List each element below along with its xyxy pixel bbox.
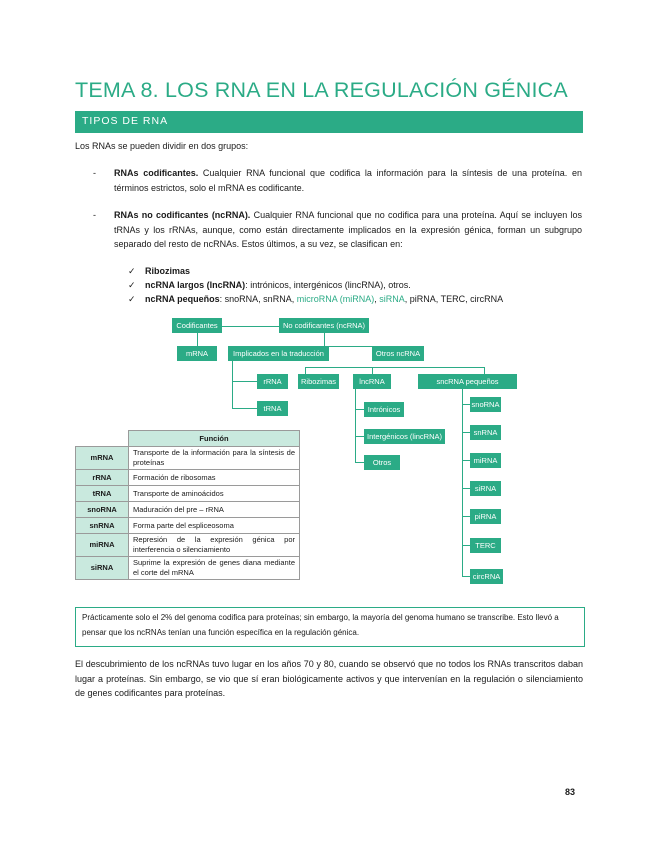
table-cell-func: Maduración del pre – rRNA (129, 502, 300, 518)
connector (355, 462, 364, 463)
note-box: Prácticamente solo el 2% del genoma codifica para proteínas; sin embargo, la mayoría del genoma humano se transcribe. Esto llevó a pensar que los ncRNAs tenían una función específica en la regulación génica. (75, 607, 585, 647)
connector (232, 381, 257, 382)
check-item-lead: ncRNA pequeños (145, 294, 220, 304)
connector (484, 367, 485, 374)
bullet-lead: RNAs codificantes. (114, 168, 199, 178)
connector (232, 408, 257, 409)
intro-text: Los RNAs se pueden dividir en dos grupos: (75, 141, 249, 151)
node-snrna: snRNA (470, 425, 501, 440)
connector (324, 346, 372, 347)
bullet-text: Cualquier RNA funcional que codifica la información para la síntesis de una proteína. en términos estrictos, solo el mRNA es codificante. (114, 168, 582, 193)
table-cell-func: Transporte de aminoácidos (129, 486, 300, 502)
table-row (76, 502, 300, 518)
table-cell-func: Suprime la expresión de genes diana mediante el corte del mRNA (129, 557, 300, 580)
node-lncrna: lncRNA (353, 374, 391, 389)
table-header-row (76, 431, 300, 447)
table-cell-func: Formación de ribosomas (129, 470, 300, 486)
table-row (76, 557, 300, 580)
closing-paragraph: El descubrimiento de los ncRNAs tuvo lugar en los años 70 y 80, cuando se observó que no todos los RNAs transcritos daban lugar a proteínas. Sin embargo, se vio que sí eran biológicamente activos y que intervenían en la regulación o silenciamiento de genes codificantes para proteínas. (75, 659, 583, 698)
table-cell-func: Transporte de la información para la síntesis de proteínas (129, 447, 300, 470)
check-item-text: , piRNA, TERC, circRNA (404, 294, 504, 304)
connector (462, 545, 470, 546)
check-item-ribozimas: Ribozimas (145, 266, 191, 276)
check-item-text: : snoRNA, snRNA, (219, 294, 297, 304)
connector (462, 488, 470, 489)
connector (462, 576, 470, 577)
node-mrna: mRNA (177, 346, 217, 361)
check-item-sirna: siRNA (379, 294, 405, 304)
table-cell-func: Forma parte del espliceosoma (129, 518, 300, 534)
function-table (75, 430, 300, 580)
node-snorna: snoRNA (470, 397, 501, 412)
check-item-text: : intrónicos, intergénicos (lincRNA), otros. (245, 280, 411, 290)
page-title: TEMA 8. LOS RNA EN LA REGULACIÓN GÉNICA (75, 78, 568, 102)
table-row (76, 518, 300, 534)
table-row (76, 486, 300, 502)
node-otros-ncrna: Otros ncRNA (372, 346, 424, 361)
connector (462, 516, 470, 517)
bullet-dash-1: - (93, 168, 96, 178)
node-mirna: miRNA (470, 453, 501, 468)
node-no-codificantes: No codificantes (ncRNA) (279, 318, 369, 333)
section-title: TIPOS DE RNA (82, 115, 169, 127)
connector (305, 367, 484, 368)
section-banner (75, 111, 583, 133)
table-cell-name: mRNA (76, 447, 129, 470)
connector (197, 333, 198, 346)
node-pirna: piRNA (470, 509, 501, 524)
check-icon: ✓ (128, 294, 136, 304)
table-cell-name: snoRNA (76, 502, 129, 518)
connector (462, 460, 470, 461)
node-codificantes: Codificantes (172, 318, 222, 333)
connector (222, 326, 279, 327)
table-cell-name: miRNA (76, 534, 129, 557)
node-ribozimas: Ribozimas (298, 374, 339, 389)
node-sirna: siRNA (470, 481, 501, 496)
connector (355, 436, 364, 437)
table-cell-name: snRNA (76, 518, 129, 534)
table-cell-name: tRNA (76, 486, 129, 502)
check-item-sep: , (374, 294, 380, 304)
table-row (76, 534, 300, 557)
check-icon: ✓ (128, 266, 136, 276)
table-cell-func: Represión de la expresión génica por interferencia o silenciamiento (129, 534, 300, 557)
connector (324, 333, 325, 346)
bullet-no-codificantes (114, 208, 582, 252)
bullet-lead: RNAs no codificantes (ncRNA). (114, 210, 251, 220)
node-intergenicos: Intergénicos (lincRNA) (364, 429, 445, 444)
check-item-mirna: microRNA (miRNA) (296, 294, 375, 304)
connector (372, 367, 373, 374)
check-item-sncrna (145, 292, 503, 307)
bullet-codificantes (114, 166, 582, 195)
connector (355, 389, 356, 463)
connector (462, 404, 470, 405)
node-trna: tRNA (257, 401, 288, 416)
table-cell-name: siRNA (76, 557, 129, 580)
table-corner (76, 431, 129, 447)
check-item-lead: ncRNA largos (lncRNA) (145, 280, 246, 290)
connector (462, 432, 470, 433)
connector (355, 409, 364, 410)
page-number: 83 (565, 787, 576, 797)
table-header: Función (129, 431, 300, 447)
node-sncrna: sncRNA pequeños (418, 374, 517, 389)
connector (232, 361, 233, 409)
node-otros: Otros (364, 455, 400, 470)
check-icon: ✓ (128, 280, 136, 290)
bullet-text: Cualquier RNA funcional que no codifica para una proteína. Aquí se incluyen los tRNAs y los rRNAs, aunque, como están directamente implicados en la expresión génica, forman un subgrupo separado del resto de ncRNAs. Estos últimos, a su vez, se clasifican en: (114, 210, 582, 249)
check-item-lncrna (145, 278, 411, 293)
node-rrna: rRNA (257, 374, 288, 389)
bullet-dash-2: - (93, 210, 96, 220)
table-row (76, 447, 300, 470)
node-circrna: circRNA (470, 569, 503, 584)
table-cell-name: rRNA (76, 470, 129, 486)
node-implicados: Implicados en la traducción (228, 346, 329, 361)
node-intronicos: Intrónicos (364, 402, 404, 417)
connector (462, 389, 463, 577)
connector (305, 367, 306, 374)
table-row (76, 470, 300, 486)
node-terc: TERC (470, 538, 501, 553)
